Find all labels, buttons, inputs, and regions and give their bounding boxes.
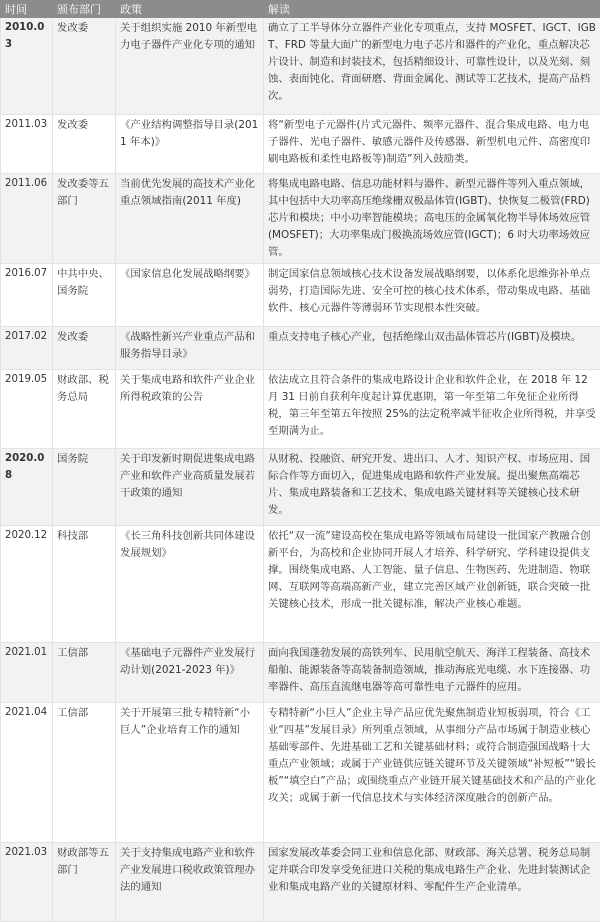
- department-cell: 科技部: [53, 526, 116, 643]
- policy-cell: 《战略性新兴产业重点产品和服务指导目录》: [116, 327, 264, 370]
- interpretation-cell: 重点支持电子核心产业，包括绝缘山双击晶体管芯片(IGBT)及模块。: [264, 327, 600, 370]
- department-cell: 中共中央、国务院: [53, 264, 116, 327]
- table-body: [1, 18, 600, 922]
- table-row: [1, 370, 600, 449]
- header-row: [1, 1, 600, 18]
- policy-cell: 关于集成电路和软件产业企业所得税政策的公告: [116, 370, 264, 449]
- interpretation-cell: 从财税、投融资、研究开发、进出口、人才、知识产权、市场应用、国际合作等方面切入，促进集成电路和软件产业发展。提出聚焦高端芯片、集成电路装备和工艺技术、集成电路关键材料等关键核心技术研发。: [264, 449, 600, 526]
- interpretation-cell: 确立了工半导体分立器件产业化专项重点，支持 MOSFET、IGCT、IGBT、FRD 等量大面广的新型电力电子芯片和器件的产业化，重点解决芯片设计、制造和封装技术，包括精细设计、可靠性设计，以及光刻、刻蚀、表面钝化、背面研磨、背面金属化、测试等工艺技术，提高产品档次。: [264, 18, 600, 115]
- time-cell: 2021.03: [1, 843, 53, 922]
- time-cell: 2011.03: [1, 115, 53, 174]
- header-time: 时间: [1, 1, 53, 18]
- time-cell: 2019.05: [1, 370, 53, 449]
- header-department: 颁布部门: [53, 1, 116, 18]
- department-cell: 工信部: [53, 643, 116, 703]
- time-cell: 2011.06: [1, 174, 53, 264]
- time-cell: 2010.03: [1, 18, 53, 115]
- time-cell: 2020.08: [1, 449, 53, 526]
- department-cell: 发改委等五部门: [53, 174, 116, 264]
- policy-cell: 关于支持集成电路产业和软件产业发展进口税收政策管理办法的通知: [116, 843, 264, 922]
- header-interpretation: 解读: [264, 1, 600, 18]
- department-cell: 发改委: [53, 327, 116, 370]
- table-row: [1, 449, 600, 526]
- policy-cell: 《长三角科技创新共同体建设发展规划》: [116, 526, 264, 643]
- table-row: [1, 18, 600, 115]
- policy-cell: 关于组织实施 2010 年新型电力电子器件产业化专项的通知: [116, 18, 264, 115]
- table-row: [1, 843, 600, 922]
- interpretation-cell: 面向我国蓬勃发展的高铁列车、民用航空航天、海洋工程装备、高技术船舶、能源装备等高装备制造领域，推动海底光电缆、水下连接器、功率器件、高压直流继电器等高可靠性电子元器件的应用。: [264, 643, 600, 703]
- time-cell: 2017.02: [1, 327, 53, 370]
- table-row: [1, 703, 600, 843]
- interpretation-cell: 依法成立且符合条件的集成电路设计企业和软件企业，在 2018 年 12 月 31 日前自获利年度起计算优惠期，第一年至第二年免征企业所得税，第三年至第五年按照 25%的法定税率减半征收企业所得税，并享受至期满为止。: [264, 370, 600, 449]
- department-cell: 发改委: [53, 115, 116, 174]
- policy-cell: 关于开展第三批专精特新“小巨人”企业培育工作的通知: [116, 703, 264, 843]
- interpretation-cell: 专精特新“小巨人”企业主导产品应优先聚焦制造业短板弱项，符合《工业“四基”发展目录》所列重点领域，从事细分产品市场属于制造业核心基础零部件、先进基础工艺和关键基础材料；或符合制造强国战略十大重点产业领域；或属于产业链供应链关键环节及关键领域“补短板”“锻长板”“填空白”产品；或围绕重点产业链开展关键基础技术和产品的产业化攻关；或属于新一代信息技术与实体经济深度融合的创新产品。: [264, 703, 600, 843]
- time-cell: 2020.12: [1, 526, 53, 643]
- table-row: [1, 264, 600, 327]
- header-policy: 政策: [116, 1, 264, 18]
- interpretation-cell: 国家发展改革委会同工业和信息化部、财政部、海关总署、税务总局制定并联合印发享受免征进口关税的集成电路生产企业、先进封装测试企业和集成电路产业的关键原材料、零配件生产企业清单。: [264, 843, 600, 922]
- table-row: [1, 643, 600, 703]
- policy-cell: 关于印发新时期促进集成电路产业和软件产业高质量发展若干政策的通知: [116, 449, 264, 526]
- policy-cell: 《国家信息化发展战略纲要》: [116, 264, 264, 327]
- policy-cell: 当前优先发展的高技术产业化重点领域指南(2011 年度): [116, 174, 264, 264]
- policy-cell: 《产业结构调整指导目录(2011 年本)》: [116, 115, 264, 174]
- interpretation-cell: 依托“双一流”建设高校在集成电路等领域布局建设一批国家产教融合创新平台，为高校和企业协同开展人才培养、科学研究、学科建设提供支撑。围绕集成电路、人工智能、量子信息、生物医药、先进制造、物联网、互联网等高端高新产业，建立完善区域产业创新链，联合突破一批关键核心技术，形成一批关键标准，解决产业核心难题。: [264, 526, 600, 643]
- interpretation-cell: 将集成电路电路、信息功能材料与器件、新型元器件等列入重点领域，其中包括中大功率高压绝缘栅双极晶体管(IGBT)、快恢复二极管(FRD)芯片和模块；中小功率智能模块；高电压的金属氧化物半导体场效应管(MOSFET)；大功率集成门极换流场效应管(IGCT)；6 吋大功率场效应管。: [264, 174, 600, 264]
- table-row: [1, 174, 600, 264]
- department-cell: 财政部等五部门: [53, 843, 116, 922]
- time-cell: 2016.07: [1, 264, 53, 327]
- department-cell: 发改委: [53, 18, 116, 115]
- table-row: [1, 115, 600, 174]
- time-cell: 2021.04: [1, 703, 53, 843]
- table-row: [1, 526, 600, 643]
- interpretation-cell: 制定国家信息领域核心技术设备发展战略纲要，以体系化思维弥补单点弱势，打造国际先进、安全可控的核心技术体系，带动集成电路、基础软件、核心元器件等薄弱环节实现根本性突破。: [264, 264, 600, 327]
- policy-cell: 《基础电子元器件产业发展行动计划(2021-2023 年)》: [116, 643, 264, 703]
- table-row: [1, 327, 600, 370]
- time-cell: 2021.01: [1, 643, 53, 703]
- interpretation-cell: 将“新型电子元器件(片式元器件、频率元器件、混合集成电路、电力电子器件、光电子器件、敏感元器件及传感器、新型机电元件、高密度印刷电路板和柔性电路板等)制造”列入鼓励类。: [264, 115, 600, 174]
- department-cell: 财政部、税务总局: [53, 370, 116, 449]
- department-cell: 工信部: [53, 703, 116, 843]
- department-cell: 国务院: [53, 449, 116, 526]
